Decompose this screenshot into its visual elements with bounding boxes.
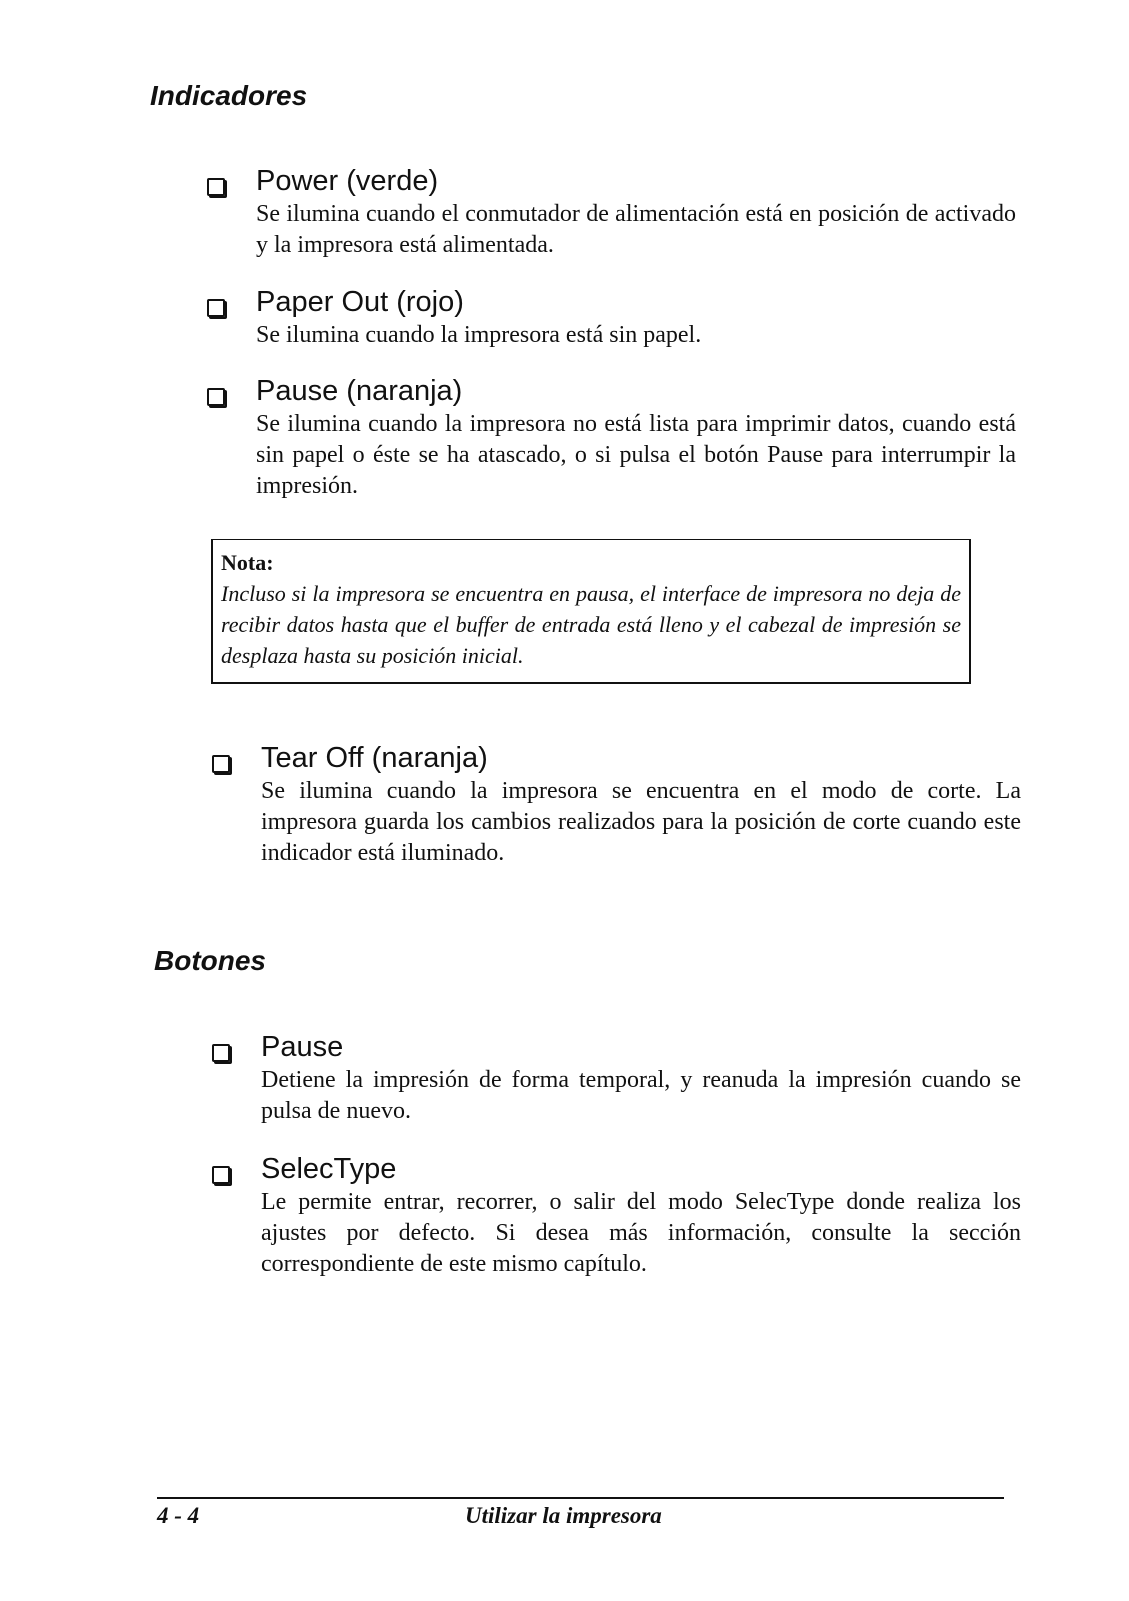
item-title: SelecType xyxy=(261,1153,397,1185)
note-box xyxy=(211,539,971,684)
footer-divider xyxy=(157,1497,1004,1499)
checkbox-bullet-icon xyxy=(212,1166,230,1184)
checkbox-bullet-icon xyxy=(212,755,230,773)
item-description: Se ilumina cuando el conmutador de alimentación está en posición de activado y la impresora está alimentada. xyxy=(256,201,1016,258)
list-item-pause-button xyxy=(261,1029,1021,1127)
item-title: Pause xyxy=(261,1031,344,1063)
section-heading-indicadores: Indicadores xyxy=(150,80,308,111)
checkbox-bullet-icon xyxy=(207,299,225,317)
item-description: Se ilumina cuando la impresora se encuentra en el modo de corte. La impresora guarda los cambios realizados para la posición de corte cuando este indicador está iluminado. xyxy=(261,778,1021,866)
checkbox-bullet-icon xyxy=(212,1044,230,1062)
note-label: Nota: xyxy=(221,550,274,575)
section-heading-botones: Botones xyxy=(154,945,266,976)
list-item-selectype xyxy=(261,1151,1021,1280)
item-title: Paper Out (rojo) xyxy=(256,286,464,318)
chapter-title: Utilizar la impresora xyxy=(465,1503,662,1528)
list-item-power xyxy=(256,163,1016,261)
page-number: 4 - 4 xyxy=(157,1503,200,1528)
list-item-paper-out xyxy=(256,284,1016,351)
checkbox-bullet-icon xyxy=(207,178,225,196)
item-description: Detiene la impresión de forma temporal, y reanuda la impresión cuando se pulsa de nuevo. xyxy=(261,1067,1021,1124)
item-title: Tear Off (naranja) xyxy=(261,742,488,774)
item-title: Pause (naranja) xyxy=(256,375,463,407)
note-text: Incluso si la impresora se encuentra en pausa, el interface de impresora no deja de recibir datos hasta que el buffer de entrada está lleno y el cabezal de impresión se desplaza hasta su posición inicial. xyxy=(221,581,961,668)
item-description: Se ilumina cuando la impresora no está lista para imprimir datos, cuando está sin papel o éste se ha atascado, o si pulsa el botón Pause para interrumpir la impresión. xyxy=(256,411,1016,499)
item-description: Se ilumina cuando la impresora está sin papel. xyxy=(256,322,702,348)
list-item-pause-indicator xyxy=(256,373,1016,502)
item-title: Power (verde) xyxy=(256,165,439,197)
item-description: Le permite entrar, recorrer, o salir del modo SelecType donde realiza los ajustes por defecto. Si desea más información, consulte la sección correspondiente de este mismo capítulo. xyxy=(261,1189,1021,1277)
checkbox-bullet-icon xyxy=(207,388,225,406)
list-item-tear-off xyxy=(261,740,1021,869)
